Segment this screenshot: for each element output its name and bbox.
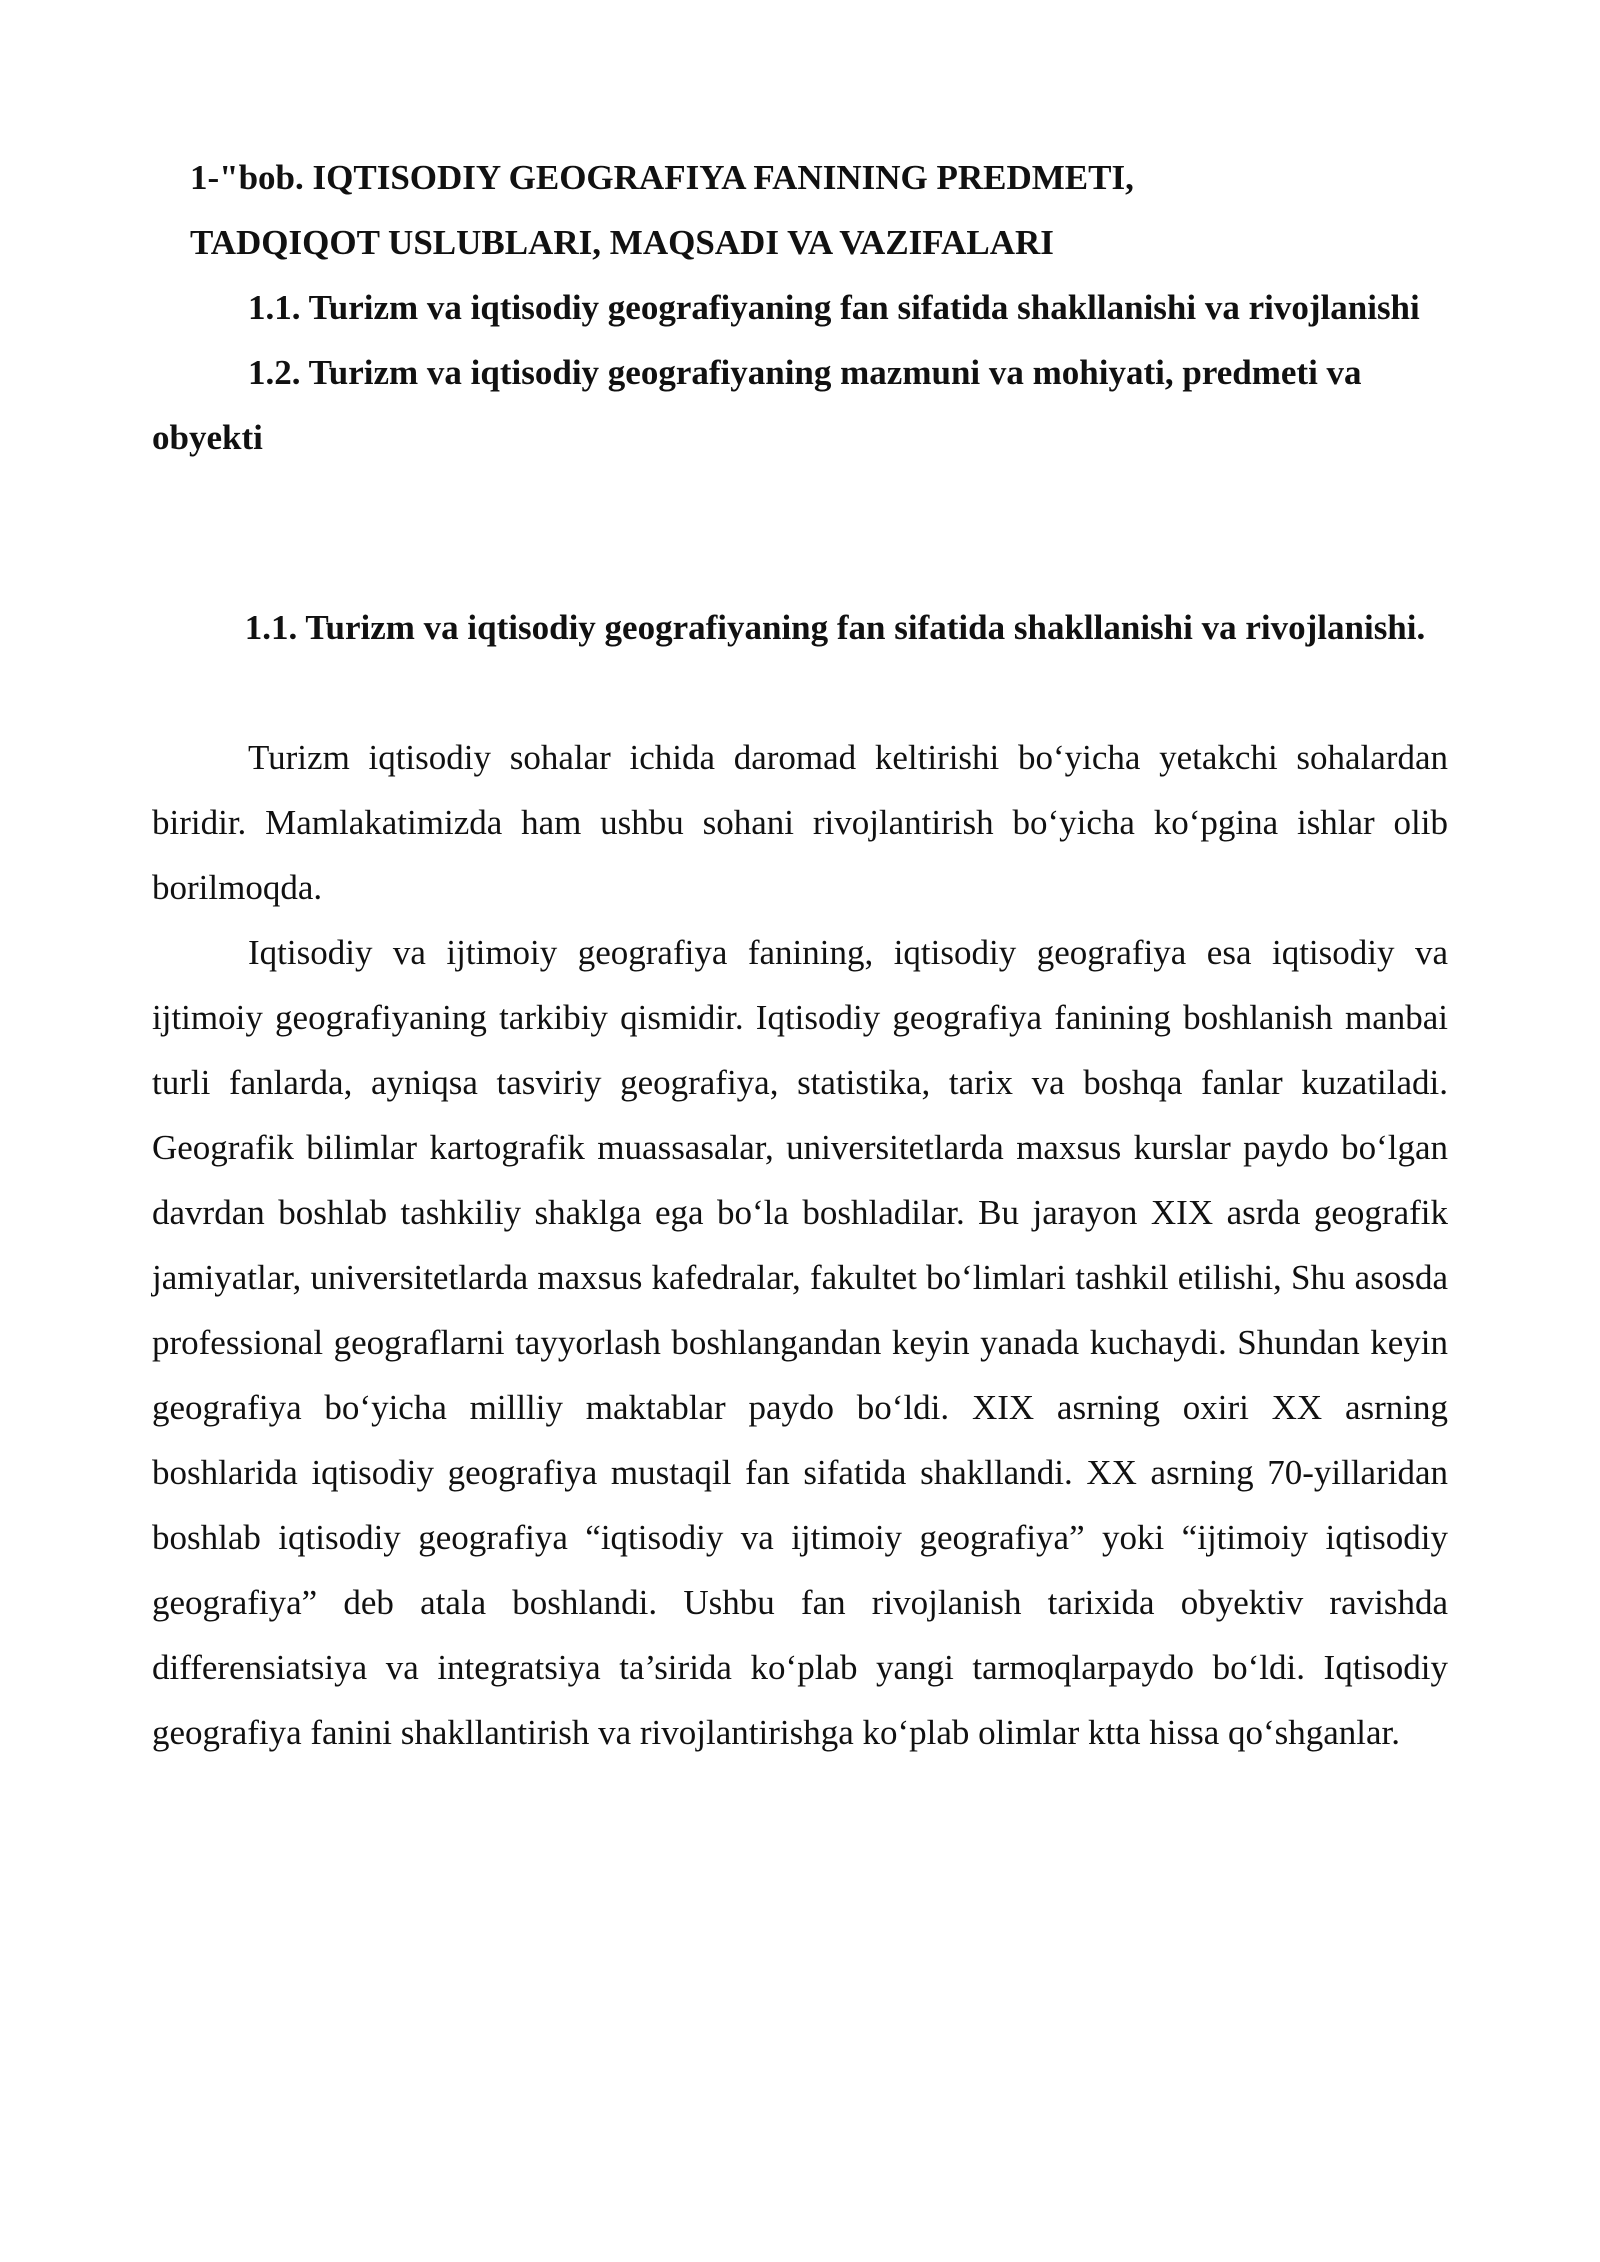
chapter-title-line-1: 1-"bob. IQTISODIY GEOGRAFIYA FANINING PREDMETI, <box>190 158 1134 197</box>
toc-item-1-1: 1.1. Turizm va iqtisodiy geografiyaning fan sifatida shakllanishi va rivojlanishi <box>248 288 1420 327</box>
body-paragraph-1: Turizm iqtisodiy sohalar ichida daromad keltirishi bo‘yicha yetakchi sohalardan biridir. Mamlakatimizda ham ushbu sohani rivojlantirish bo‘yicha ko‘pgina ishlar olib borilmoqda. <box>152 738 1448 907</box>
chapter-title-line-2: TADQIQOT USLUBLARI, MAQSADI VA VAZIFALARI <box>190 223 1054 262</box>
section-title: 1.1. Turizm va iqtisodiy geografiyaning fan sifatida shakllanishi va rivojlanishi. <box>244 608 1426 647</box>
body-paragraph-2: Iqtisodiy va ijtimoiy geografiya fanining, iqtisodiy geografiya esa iqtisodiy va ijtimoiy geografiyaning tarkibiy qismidir. Iqtisodiy geografiya fanining boshlanish manbai turli fanlarda, ayniqsa tasviriy geografiya, statistika, tarix va boshqa fanlar kuzatiladi. Geografik bilimlar kartografik muassasalar, universitetlarda maxsus kurslar paydo bo‘lgan davrdan boshlab tashkiliy shaklga ega bo‘la boshladilar. Bu jarayon XIX asrda geografik jamiyatlar, universitetlarda maxsus kafedralar, fakultet bo‘limlari tashkil etilishi, Shu asosda professional geograflarni tayyorlash boshlangandan keyin yanada kuchaydi. Shundan keyin geografiya bo‘yicha millliy maktablar paydo bo‘ldi. XIX asrning oxiri XX asrning boshlarida iqtisodiy geografiya mustaqil fan sifatida shakllandi. XX asrning 70-yillaridan boshlab iqtisodiy geografiya “iqtisodiy va ijtimoiy geografiya” yoki “ijtimoiy iqtisodiy geografiya” deb atala boshlandi. Ushbu fan rivojlanish tarixida obyektiv ravishda differensiatsiya va integratsiya ta’sirida ko‘plab yangi tarmoqlarpaydo bo‘ldi. Iqtisodiy geografiya fanini shakllantirish va rivojlantirishga ko‘plab olimlar ktta hissa qo‘shganlar. <box>152 933 1448 1752</box>
toc-item-1-2: 1.2. Turizm va iqtisodiy geografiyaning mazmuni va mohiyati, predmeti va obyekti <box>152 353 1362 457</box>
body-text <box>152 725 1448 1765</box>
chapter-heading-block <box>152 145 1452 470</box>
